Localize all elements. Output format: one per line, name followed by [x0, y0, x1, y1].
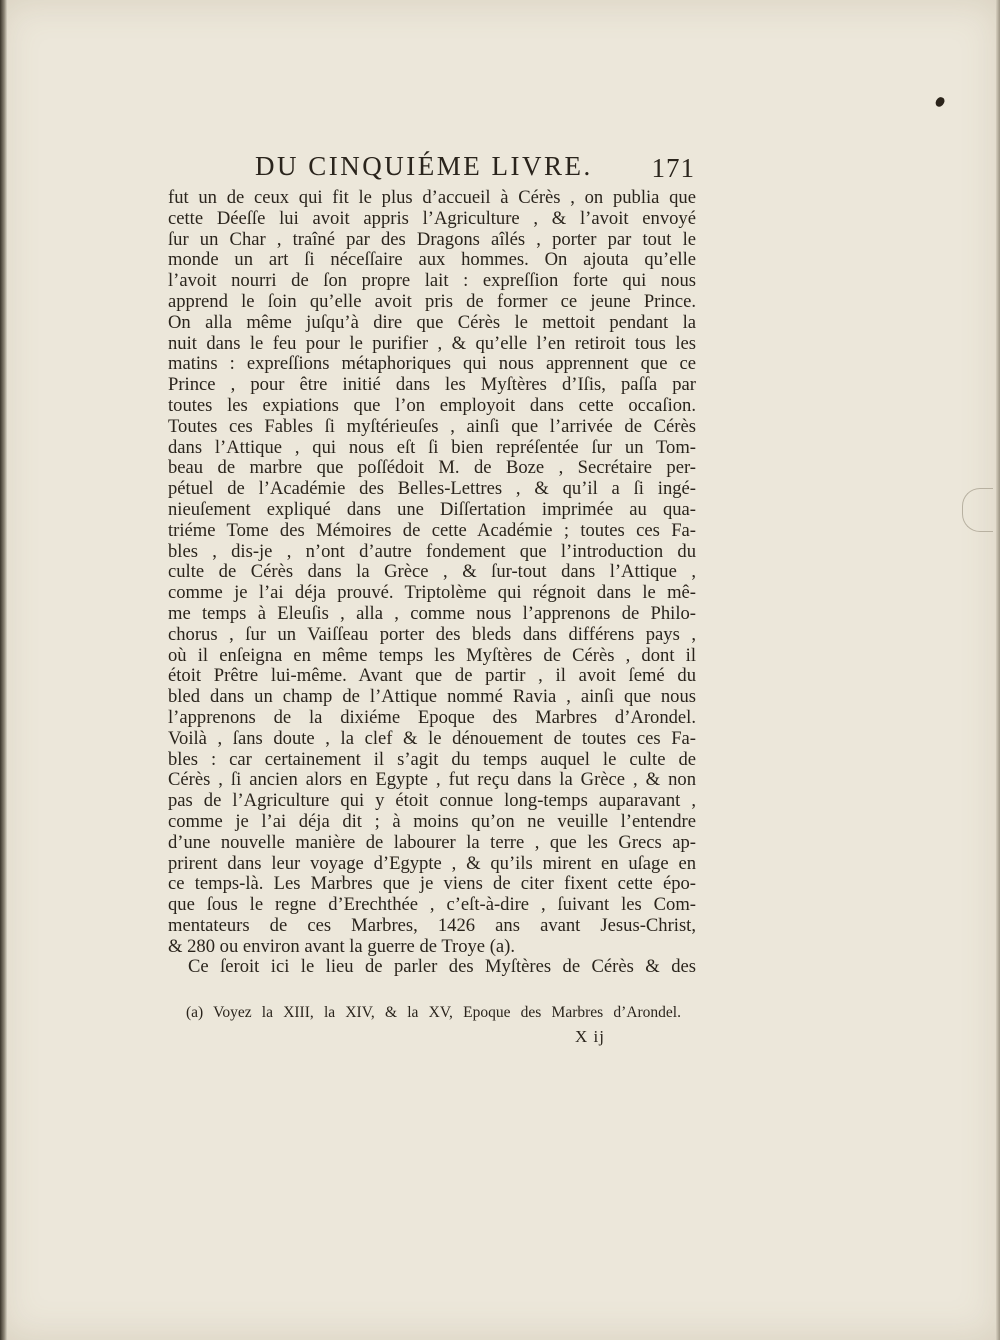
text-line: Ce ſeroit ici le lieu de parler des Myſtères de Cérès & des [188, 957, 696, 978]
text-line: mentateurs de ces Marbres, 1426 ans avant Jesus-Christ, [168, 915, 696, 936]
text-line: Voilà , ſans doute , la clef & le dénouement de toutes ces Fa- [168, 728, 696, 749]
text-line: Toutes ces Fables ſi myſtérieuſes , ainſi que l’arrivée de Cérès [168, 416, 696, 437]
page-header [255, 151, 695, 191]
text-line: prirent dans leur voyage d’Egypte , & qu’ils mirent en uſage en [168, 853, 696, 874]
footnote: (a) Voyez la XIII, la XIV, & la XV, Epoque des Marbres d’Arondel. [186, 1004, 681, 1021]
text-line: ſur un Char , traîné par des Dragons aîlés , porter par tout le [168, 229, 696, 250]
text-line: toutes les expiations que l’on employoit dans cette occaſion. [168, 395, 696, 416]
text-line: comme je l’ai déja prouvé. Triptolème qui régnoit dans le mê- [168, 583, 696, 604]
text-line: monde un art ſi néceſſaire aux hommes. On ajouta qu’elle [168, 250, 696, 271]
text-line: bles , dis-je , n’ont d’autre fondement que l’introduction du [168, 541, 696, 562]
text-line: beau de marbre que poſſédoit M. de Boze , Secrétaire per- [168, 458, 696, 479]
body-text [168, 188, 696, 978]
text-line: cette Déeſſe lui avoit appris l’Agriculture , & l’avoit envoyé [168, 208, 696, 229]
text-line: triéme Tome des Mémoires de cette Académie ; toutes ces Fa- [168, 520, 696, 541]
page-number: 171 [651, 153, 695, 183]
text-line: pétuel de l’Académie des Belles-Lettres , & qu’il a ſi ingé- [168, 479, 696, 500]
text-line: d’une nouvelle manière de labourer la terre , que les Grecs ap- [168, 832, 696, 853]
signature-mark: X ij [575, 1027, 605, 1046]
text-line: nieuſement expliqué dans une Diſſertation imprimée au qua- [168, 499, 696, 520]
text-line: & 280 ou environ avant la guerre de Troye (a). [168, 936, 515, 957]
running-title: DU CINQUIÉME LIVRE. [255, 151, 593, 181]
text-line: me temps à Eleuſis , alla , comme nous l’apprenons de Philo- [168, 603, 696, 624]
text-line: bled dans un champ de l’Attique nommé Ravia , ainſi que nous [168, 687, 696, 708]
text-line: Cérès , ſi ancien alors en Egypte , fut reçu dans la Grèce , & non [168, 770, 696, 791]
text-line: apprend le ſoin qu’elle avoit pris de former ce jeune Prince. [168, 291, 696, 312]
text-line: ce temps-là. Les Marbres que je viens de citer fixent cette épo- [168, 874, 696, 895]
text-line: où il enſeigna en même temps les Myſtères de Cérès , dont il [168, 645, 696, 666]
ink-blot [934, 96, 945, 108]
text-line: bles : car certainement il s’agit du temps auquel le culte de [168, 749, 696, 770]
text-line: pas de l’Agriculture qui y étoit connue long-temps auparavant , [168, 791, 696, 812]
text-line: comme je l’ai déja dit ; à moins qu’on ne veuille l’entendre [168, 811, 696, 832]
text-line: chorus , ſur un Vaiſſeau porter des bleds dans différens pays , [168, 624, 696, 645]
text-line: Prince , pour être initié dans les Myſtères d’Iſis, paſſa par [168, 375, 696, 396]
text-line: l’apprenons de la dixiéme Epoque des Marbres d’Arondel. [168, 707, 696, 728]
text-line: On alla même juſqu’à dire que Cérès le mettoit pendant la [168, 312, 696, 333]
text-line: fut un de ceux qui fit le plus d’accueil à Cérès , on publia que [168, 188, 696, 208]
page-binding-edge [0, 0, 7, 1340]
page-tab-mark [962, 488, 993, 532]
text-line: dans l’Attique , qui nous eſt ſi bien repréſentée ſur un Tom- [168, 437, 696, 458]
text-line: culte de Cérès dans la Grèce , & ſur-tout dans l’Attique , [168, 562, 696, 583]
text-line: étoit Prêtre lui-même. Avant que de partir , il avoit ſemé du [168, 666, 696, 687]
text-line: matins : expreſſions métaphoriques qui nous apprennent que ce [168, 354, 696, 375]
text-line: l’avoit nourri de ſon propre lait : expreſſion forte qui nous [168, 271, 696, 292]
page-fore-edge [996, 0, 1000, 1340]
text-line: que ſous le regne d’Erechthée , c’eſt-à-dire , ſuivant les Com- [168, 895, 696, 916]
text-line: nuit dans le feu pour le purifier , & qu’elle l’en retiroit tous les [168, 333, 696, 354]
